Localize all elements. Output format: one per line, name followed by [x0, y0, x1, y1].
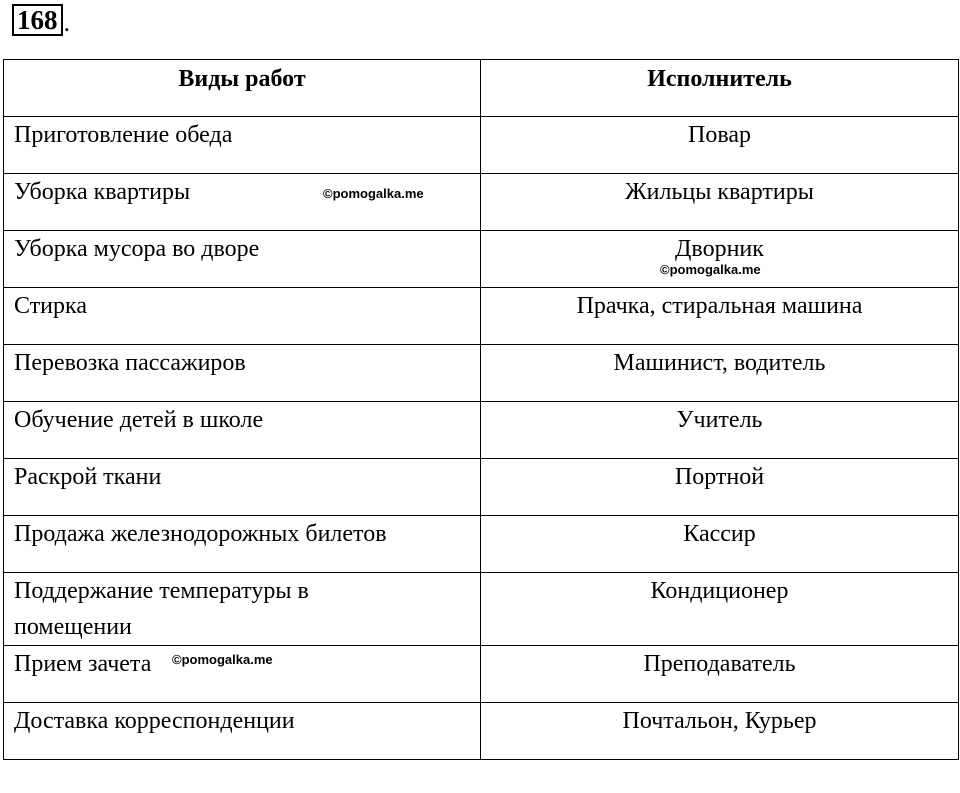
performer-cell: Жильцы квартиры [481, 174, 959, 231]
performer-cell: Портной [481, 459, 959, 516]
performer-cell: Машинист, водитель [481, 345, 959, 402]
performer-cell: Кассир [481, 516, 959, 573]
table-row [4, 573, 959, 646]
table-row [4, 174, 959, 231]
work-cell: Приготовление обеда [4, 117, 481, 174]
performer-cell: Прачка, стиральная машина [481, 288, 959, 345]
work-cell: Уборка мусора во дворе [4, 231, 481, 288]
work-cell: Поддержание температуры в помещении [4, 573, 481, 646]
table-row [4, 117, 959, 174]
table-row [4, 459, 959, 516]
work-cell: Перевозка пассажиров [4, 345, 481, 402]
watermark: ©pomogalka.me [323, 186, 424, 201]
table-row [4, 646, 959, 703]
performer-cell: Повар [481, 117, 959, 174]
performer-cell: Преподаватель [481, 646, 959, 703]
watermark: ©pomogalka.me [172, 652, 273, 667]
work-table [3, 59, 959, 760]
work-cell: Продажа железнодорожных билетов [4, 516, 481, 573]
task-number-box: 168 [12, 4, 63, 36]
work-cell: Прием зачета [4, 646, 481, 703]
header-performer: Исполнитель [481, 60, 959, 117]
table-row [4, 345, 959, 402]
table-header-row [4, 60, 959, 117]
header-work-types: Виды работ [4, 60, 481, 117]
performer-cell: Кондиционер [481, 573, 959, 646]
table-row [4, 402, 959, 459]
performer-cell: Учитель [481, 402, 959, 459]
table-row [4, 703, 959, 760]
work-cell: Обучение детей в школе [4, 402, 481, 459]
table-row [4, 231, 959, 288]
performer-cell: Дворник [481, 231, 959, 288]
work-cell: Доставка корреспонденции [4, 703, 481, 760]
performer-cell: Почтальон, Курьер [481, 703, 959, 760]
table-row [4, 288, 959, 345]
work-cell: Раскрой ткани [4, 459, 481, 516]
work-cell: Уборка квартиры [4, 174, 481, 231]
task-number [12, 4, 70, 36]
task-number-dot: . [63, 8, 70, 37]
table-row [4, 516, 959, 573]
work-cell: Стирка [4, 288, 481, 345]
watermark: ©pomogalka.me [660, 262, 761, 277]
